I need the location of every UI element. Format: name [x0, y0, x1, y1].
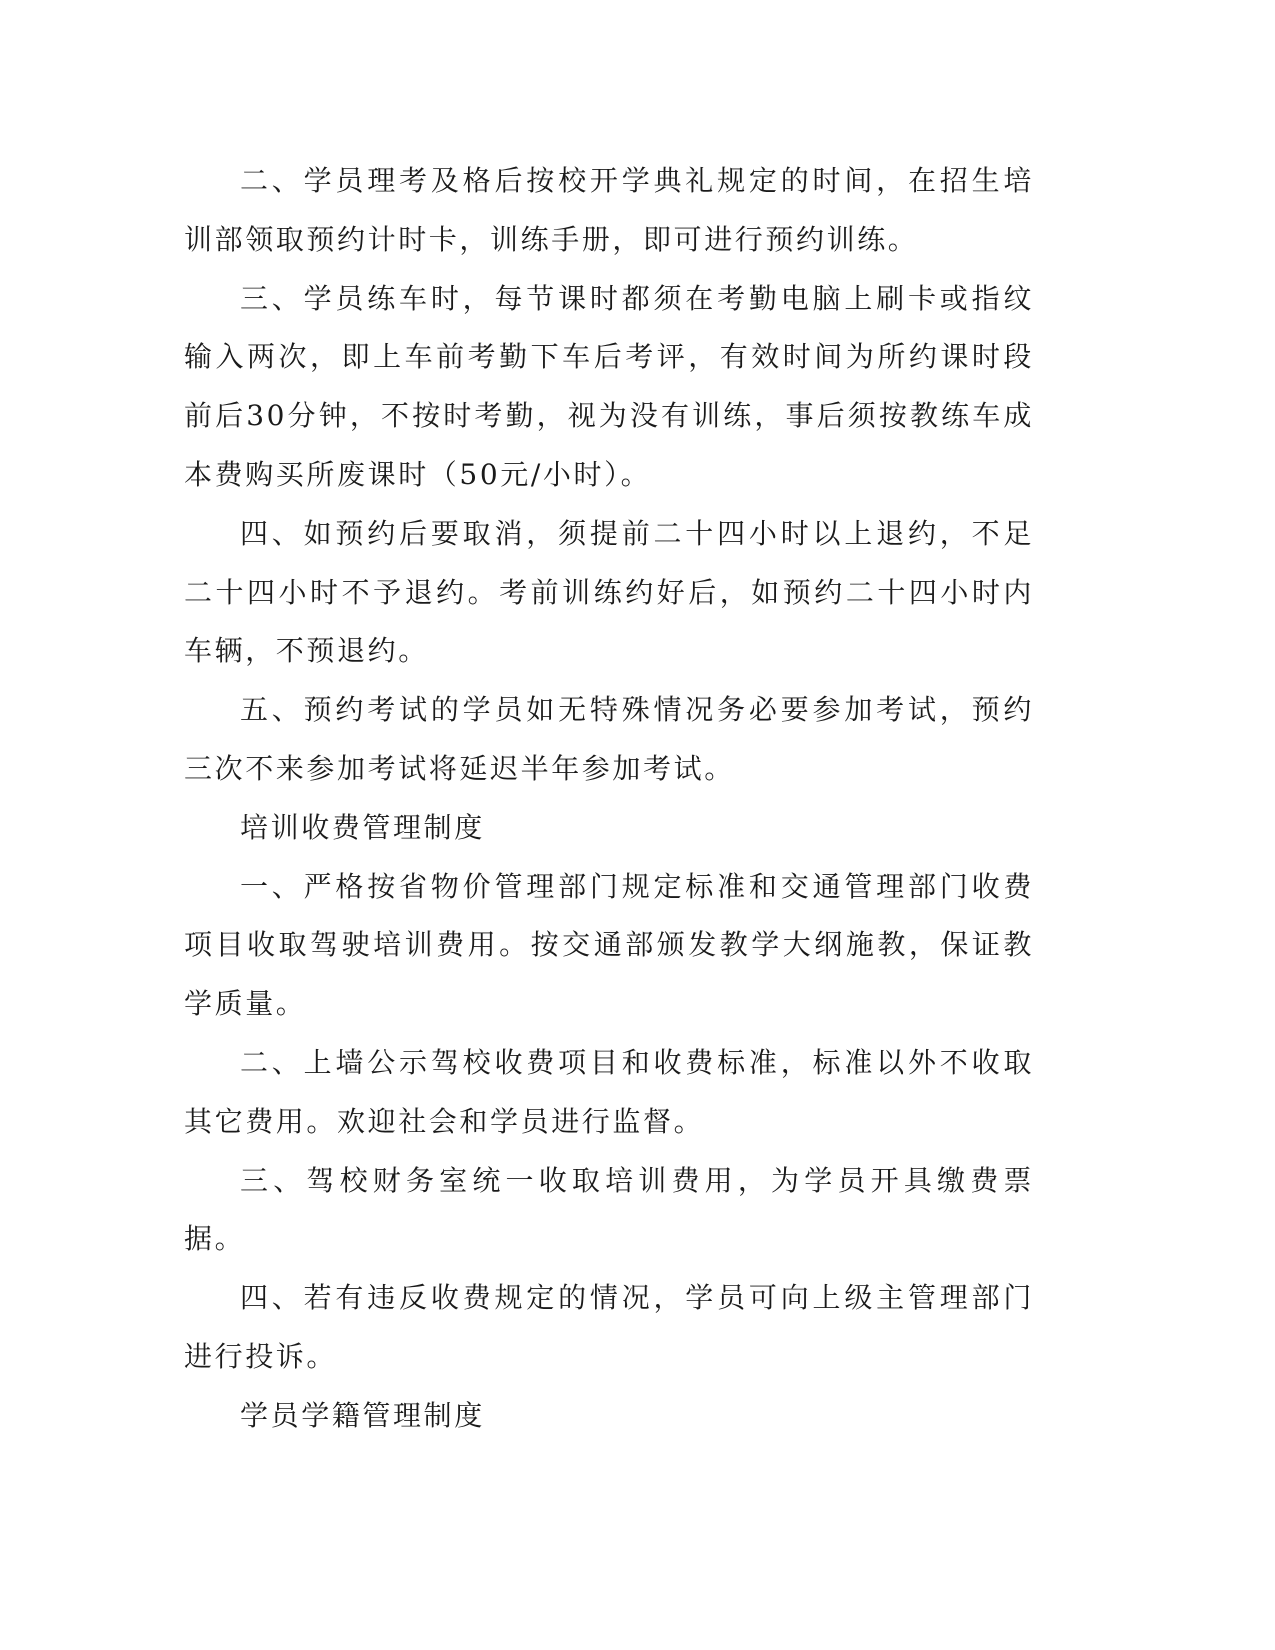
paragraph-rule-4-cancellation: 四、如预约后要取消，须提前二十四小时以上退约，不足二十四小时不予退约。考前训练约好后，如预约二十四小时内车辆，不预退约。	[184, 516, 1034, 668]
paragraph-fee-rule-3: 三、驾校财务室统一收取培训费用，为学员开具缴费票据。	[184, 1163, 1034, 1256]
paragraph-fee-rule-2: 二、上墙公示驾校收费项目和收费标准，标准以外不收取其它费用。欢迎社会和学员进行监督。	[184, 1045, 1034, 1138]
paragraph-rule-3-attendance: 三、学员练车时，每节课时都须在考勤电脑上刷卡或指纹输入两次，即上车前考勤下车后考评，有效时间为所约课时段前后30分钟，不按时考勤，视为没有训练，事后须按教练车成本费购买所废课时（50元/小时）。	[184, 281, 1034, 491]
paragraph-rule-5-exam: 五、预约考试的学员如无特殊情况务必要参加考试，预约三次不来参加考试将延迟半年参加考试。	[184, 693, 1034, 785]
paragraph-fee-rule-4: 四、若有违反收费规定的情况，学员可向上级主管理部门进行投诉。	[184, 1281, 1034, 1373]
document-body	[184, 152, 1034, 1446]
section-heading-fee-management: 培训收费管理制度	[240, 810, 485, 844]
paragraph-rule-2-registration: 二、学员理考及格后按校开学典礼规定的时间，在招生培训部领取预约计时卡，训练手册，即可进行预约训练。	[184, 164, 1034, 256]
paragraph-fee-rule-1: 一、严格按省物价管理部门规定标准和交通管理部门收费项目收取驾驶培训费用。按交通部颁发教学大纲施教，保证教学质量。	[184, 869, 1034, 1021]
section-heading-student-records: 学员学籍管理制度	[240, 1398, 485, 1432]
